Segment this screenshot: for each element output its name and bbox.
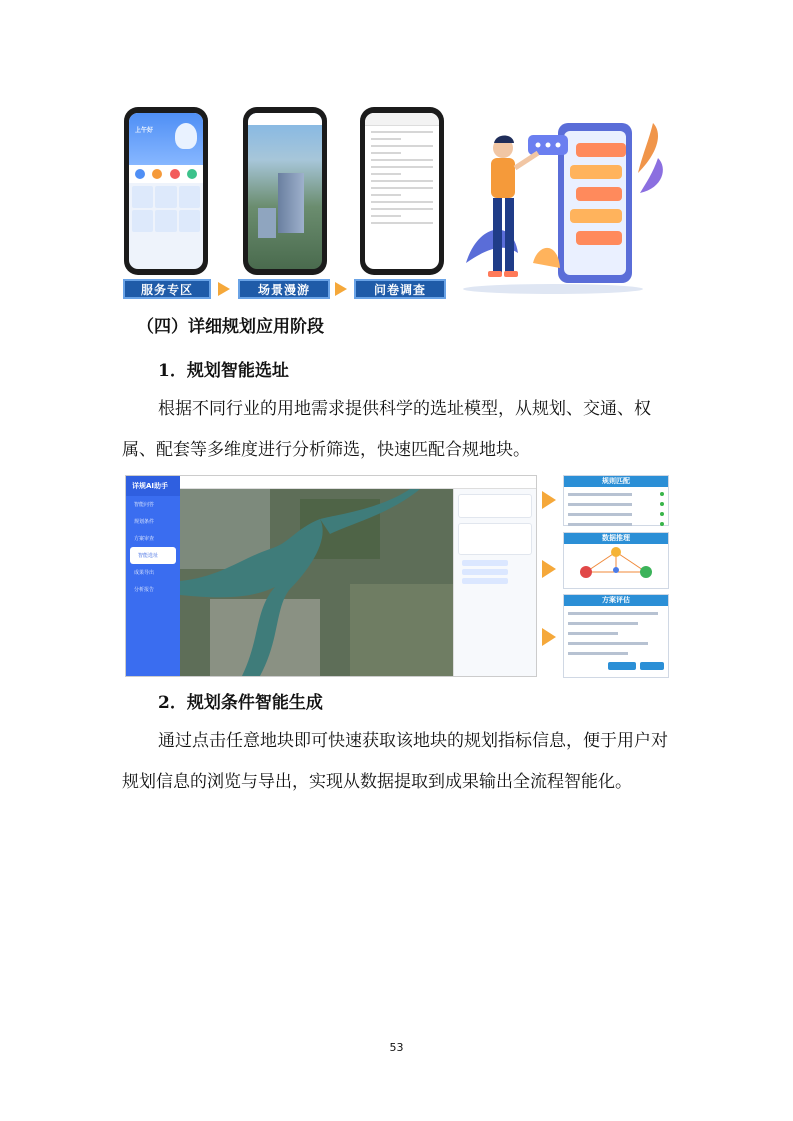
card-title: 方案评估 — [564, 595, 668, 606]
item1-paragraph: 根据不同行业的用地需求提供科学的选址模型，从规划、交通、权属、配套等多维度进行分析筛选，快速匹配合规地块。 — [122, 399, 651, 460]
phone-scene-roaming — [243, 107, 327, 275]
menu-item-active: 智能选址 — [130, 547, 176, 564]
menu-item: 分析报告 — [134, 587, 155, 593]
chat-illustration — [458, 113, 668, 295]
card-plan-evaluation — [563, 594, 669, 678]
chat-bubble — [458, 494, 532, 518]
arrow-right-icon — [335, 282, 347, 296]
phone-service-zone — [124, 107, 208, 275]
phone-screen — [248, 113, 322, 269]
building-3d — [278, 173, 304, 233]
page-number: 53 — [389, 1041, 404, 1054]
chat-option[interactable] — [462, 560, 508, 566]
card-title: 数据推理 — [564, 533, 668, 544]
arrow-right-icon — [218, 282, 230, 296]
chat-option[interactable] — [462, 569, 508, 575]
reasoning-graph — [564, 544, 668, 586]
arrow-right-icon — [542, 560, 556, 578]
action-button[interactable] — [640, 662, 664, 670]
phone-screen — [129, 113, 203, 269]
menu-item: 智能问答 — [134, 502, 155, 508]
banner-questionnaire: 问卷调查 — [354, 279, 446, 299]
sidebar — [126, 476, 180, 676]
menu-item: 规划条件 — [134, 519, 155, 525]
phone-questionnaire — [360, 107, 444, 275]
shortcut-icons — [129, 165, 203, 183]
ai-assistant-screenshot — [125, 475, 537, 677]
section-heading: （四）详细规划应用阶段 — [137, 317, 324, 337]
banner-service-zone: 服务专区 — [123, 279, 211, 299]
arrow-right-icon — [542, 491, 556, 509]
satellite-map — [180, 489, 453, 676]
item2-paragraph: 通过点击任意地块即可快速获取该地块的规划指标信息，便于用户对规划信息的浏览与导出，实现从数据提取到成果输出全流程智能化。 — [122, 731, 668, 792]
card-rule-matching — [563, 475, 669, 526]
top-bar — [180, 476, 536, 489]
service-grid — [129, 183, 203, 235]
greeting-text: 上午好 — [135, 127, 154, 134]
building-3d — [258, 208, 276, 238]
item2-title: 2．规划条件智能生成 — [158, 693, 323, 713]
action-button[interactable] — [608, 662, 636, 670]
banner-scene-roaming: 场景漫游 — [238, 279, 330, 299]
menu-item: 成果导出 — [134, 570, 155, 576]
card-title: 规则匹配 — [564, 476, 668, 487]
robot-icon — [175, 123, 197, 149]
card-data-reasoning — [563, 532, 669, 589]
arrow-right-icon — [542, 628, 556, 646]
menu-item: 方案审查 — [134, 536, 155, 542]
chat-panel — [453, 489, 536, 676]
chat-option[interactable] — [462, 578, 508, 584]
chat-bubble — [458, 523, 532, 555]
item1-title: 1．规划智能选址 — [158, 361, 289, 381]
phone-screen — [365, 113, 439, 269]
app-title: 详规AI助手 — [126, 476, 180, 496]
